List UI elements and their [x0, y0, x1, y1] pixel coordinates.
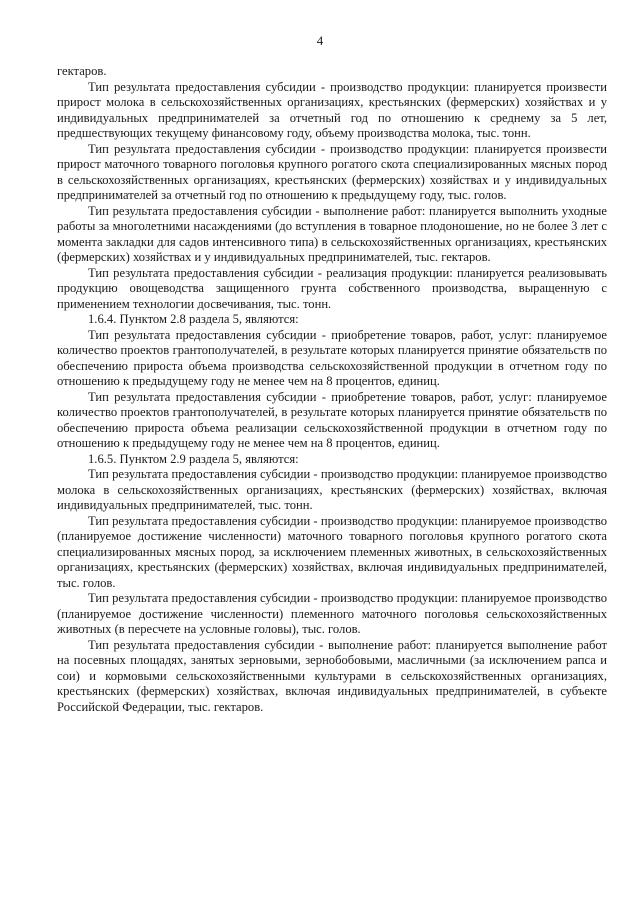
document-body	[57, 64, 607, 715]
paragraph: Тип результата предоставления субсидии - выполнение работ: планируется выполнить уходные работы за многолетними насаждениями (до вступления в товарное плодоношение, но не более 3 лет с момента закладки для садов интенсивного типа) в сельскохозяйственных организациях, крестьянских (фермерских) хозяйствах и у индивидуальных предпринимателей, тыс. гектаров.	[57, 203, 607, 264]
paragraph: Тип результата предоставления субсидии - производство продукции: планируется произвести прирост молока в сельскохозяйственных организациях, крестьянских (фермерских) хозяйствах и у индивидуальных предпринимателей за отчетный год по отношению к среднему за 5 лет, предшествующих текущему финансовому году, объему производства молока, тыс. тонн.	[57, 79, 607, 140]
paragraph-continuation: гектаров.	[57, 64, 107, 78]
paragraph: Тип результата предоставления субсидии - реализация продукции: планируется реализовывать продукцию овощеводства защищенного грунта собственного производства, выращенную с применением технологии досвечивания, тыс. тонн.	[57, 265, 607, 311]
paragraph: Тип результата предоставления субсидии - производство продукции: планируемое производство (планируемое достижение численности) маточного товарного поголовья крупного рогатого скота специализированных мясных пород, за исключением племенных животных, в сельскохозяйственных организациях, крестьянских (фермерских) хозяйствах, включая индивидуальных предпринимателей, тыс. голов.	[57, 513, 607, 590]
paragraph: Тип результата предоставления субсидии - производство продукции: планируется произвести прирост маточного товарного поголовья крупного рогатого скота специализированных мясных пород в сельскохозяйственных организациях, крестьянских (фермерских) хозяйствах и у индивидуальных предпринимателей за отчетный год по отношению к предыдущему году, тыс. голов.	[57, 141, 607, 202]
section-heading: 1.6.5. Пунктом 2.9 раздела 5, являются:	[88, 451, 299, 466]
paragraph: Тип результата предоставления субсидии - производство продукции: планируемое производство молока в сельскохозяйственных организациях, крестьянских (фермерских) хозяйствах, включая индивидуальных предпринимателей, тыс. тонн.	[57, 467, 607, 512]
paragraph: Тип результата предоставления субсидии - приобретение товаров, работ, услуг: планируемое количество проектов грантополучателей, в результате которых планируется принятие обязательств по обеспечению прироста объема производства сельскохозяйственной продукции в отчетном году по отношению к предыдущему году не менее чем на 8 процентов, единиц.	[57, 327, 607, 388]
paragraph: Тип результата предоставления субсидии - приобретение товаров, работ, услуг: планируемое количество проектов грантополучателей, в результате которых планируется принятие обязательств по обеспечению прироста объема реализации сельскохозяйственной продукции в отчетном году по отношению к предыдущему году не менее чем на 8 процентов, единиц.	[57, 389, 607, 450]
section-heading: 1.6.4. Пунктом 2.8 раздела 5, являются:	[88, 312, 299, 326]
paragraph: Тип результата предоставления субсидии - производство продукции: планируемое производство (планируемое достижение численности) племенного маточного поголовья сельскохозяйственных животных (в пересчете на условные головы), тыс. голов.	[57, 591, 607, 636]
page-number: 4	[316, 33, 324, 48]
paragraph: Тип результата предоставления субсидии - выполнение работ: планируется выполнение работ на посевных площадях, занятых зерновыми, зернобобовыми, масличными (за исключением рапса и сои) и кормовыми сельскохозяйственными культурами в сельскохозяйственных организациях, крестьянских (фермерских) хозяйствах, включая индивидуальных предпринимателей, в субъекте Российской Федерации, тыс. гектаров.	[57, 637, 607, 714]
